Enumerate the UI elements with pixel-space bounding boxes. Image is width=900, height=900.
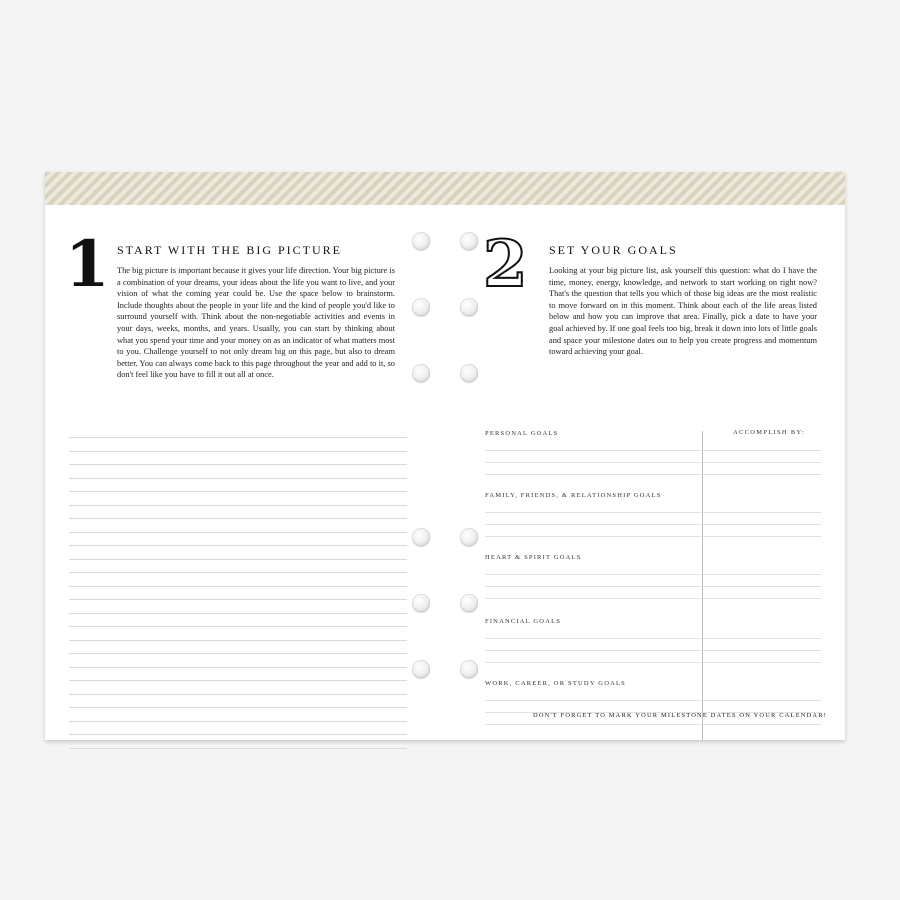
writing-line[interactable] (69, 653, 407, 654)
binder-hole (412, 364, 430, 382)
writing-line[interactable] (69, 707, 407, 708)
writing-line[interactable] (69, 559, 407, 560)
binder-hole (460, 528, 478, 546)
goal-section-label: HEART & SPIRIT GOALS (485, 554, 582, 561)
goal-section-label: WORK, CAREER, OR STUDY GOALS (485, 680, 626, 687)
goal-section-heart-spirit[interactable] (485, 553, 821, 599)
binder-hole (460, 594, 478, 612)
set-goals-body: Looking at your big picture list, ask yourself this question: what do I have the time, money, energy, knowledge, and network to start working on right now? That's the question that tells you which of those big ideas are the most realistic to move forward on in this moment. Think about each of the life areas listed below and how you can improve that area. Finally, pick a date to have your goal achieved by. If one goal feels too big, break it down into lots of little goals and space your milestone dates out to help you create progress and momentum toward achieving your goal. (549, 266, 817, 357)
binder-hole (412, 660, 430, 678)
binder-hole (460, 364, 478, 382)
step-number-2: 2 (483, 227, 528, 302)
writing-line[interactable] (69, 545, 407, 546)
writing-line[interactable] (69, 640, 407, 641)
writing-line[interactable] (69, 721, 407, 722)
writing-line[interactable] (69, 667, 407, 668)
brainstorm-lines[interactable] (69, 437, 407, 761)
writing-line[interactable] (69, 478, 407, 479)
goal-section-family[interactable] (485, 491, 821, 537)
writing-line[interactable] (69, 734, 407, 735)
writing-line[interactable] (69, 491, 407, 492)
calendar-reminder-footer: DON'T FORGET TO MARK YOUR MILESTONE DATES ON YOUR CALENDAR! (533, 712, 828, 719)
writing-line[interactable] (69, 694, 407, 695)
binder-hole (460, 232, 478, 250)
writing-line[interactable] (69, 572, 407, 573)
writing-line[interactable] (69, 626, 407, 627)
binder-hole (412, 594, 430, 612)
writing-line[interactable] (69, 437, 407, 438)
goal-section-personal[interactable] (485, 429, 821, 475)
accomplish-by-label: ACCOMPLISH BY: (733, 429, 805, 436)
binder-hole (460, 298, 478, 316)
right-page (445, 205, 845, 740)
writing-line[interactable] (69, 613, 407, 614)
set-goals-heading: SET YOUR GOALS (549, 243, 678, 257)
writing-line[interactable] (69, 680, 407, 681)
writing-line[interactable] (69, 464, 407, 465)
binder-hole (412, 232, 430, 250)
writing-line[interactable] (69, 451, 407, 452)
step-number-1: 1 (65, 227, 110, 302)
planner-spread (45, 172, 845, 740)
writing-line[interactable] (69, 748, 407, 749)
big-picture-heading: START WITH THE BIG PICTURE (117, 243, 342, 257)
decorative-stripe-band (45, 172, 845, 205)
goal-section-label: PERSONAL GOALS (485, 430, 559, 437)
writing-line[interactable] (69, 505, 407, 506)
writing-line[interactable] (69, 532, 407, 533)
big-picture-body: The big picture is important because it gives your life direction. Your big picture is a combination of your dreams, your ideas about the life you want to live, and your vision of what the coming year could be. Use the space below to brainstorm. Include thoughts about the people in your life and the kind of people you'd like to surround yourself with. Think about the non-negotiable activities and events in your days, weeks, months, and years. Usually, you can start by thinking about what you spend your time and your money on as an indicator of what matters most to you. Challenge yourself to not only dream big on this page, but also to dream better. You can always come back to this page throughout the year and add to it, so don't feel like you have to fill it out all at once. (117, 266, 395, 380)
binder-hole (412, 528, 430, 546)
writing-line[interactable] (69, 586, 407, 587)
writing-line[interactable] (69, 518, 407, 519)
binder-hole (460, 660, 478, 678)
goal-section-label: FAMILY, FRIENDS, & RELATIONSHIP GOALS (485, 492, 662, 499)
binder-hole (412, 298, 430, 316)
left-page (45, 205, 445, 740)
goal-section-label: FINANCIAL GOALS (485, 618, 562, 625)
writing-line[interactable] (69, 599, 407, 600)
goal-section-financial[interactable] (485, 617, 821, 663)
